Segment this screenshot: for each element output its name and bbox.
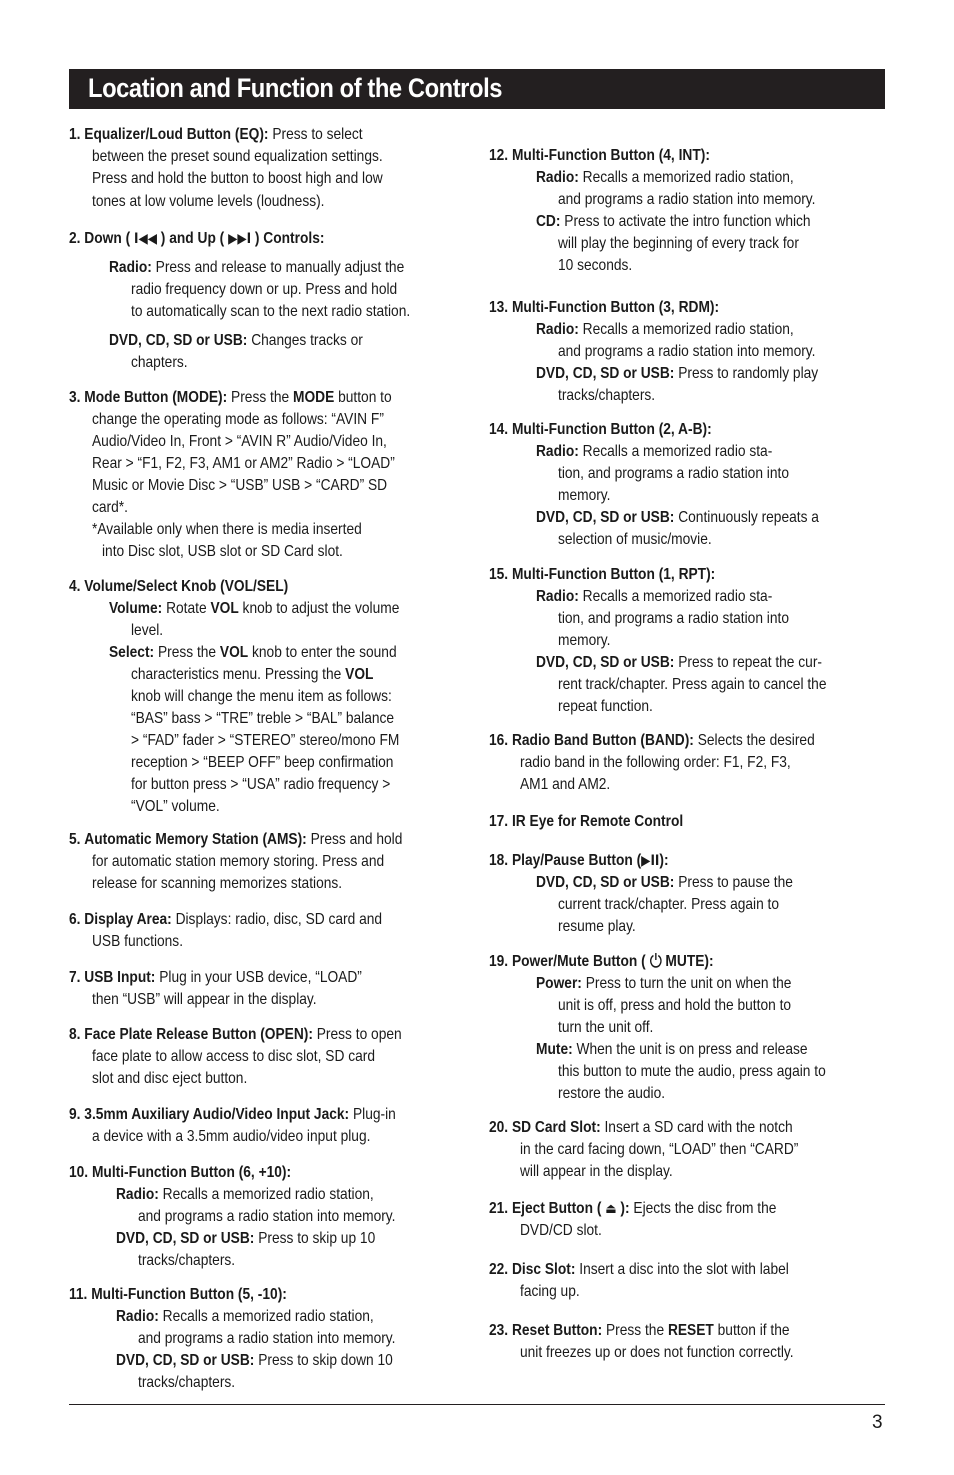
play-pause-icon: ▶II [641, 853, 660, 869]
control-item-1: 1. Equalizer/Loud Button (EQ): Press to select between the preset sound equalization settings. Press and hold the button to boost high and low tones at low volume levels (loudness). [69, 126, 383, 210]
control-item-11: 11. Multi-Function Button (5, -10): Radio: Recalls a memorized radio station, and programs a radio station into memory. DVD, CD, SD or USB: Press to skip down 10 tracks/chapters. [69, 1286, 396, 1391]
control-item-17: 17. IR Eye for Remote Control [489, 813, 684, 830]
control-item-23: 23. Reset Button: Press the RESET button if the unit freezes up or does not function correctly. [489, 1322, 794, 1361]
control-item-8: 8. Face Plate Release Button (OPEN): Press to open face plate to allow access to disc slot, SD card slot and disc eject button. [69, 1026, 402, 1087]
control-item-5: 5. Automatic Memory Station (AMS): Press and hold for automatic station memory storing. Press and release for scanning memorizes stations. [69, 831, 403, 892]
control-item-6: 6. Display Area: Displays: radio, disc, SD card and USB functions. [69, 911, 383, 950]
control-item-14: 14. Multi-Function Button (2, A-B): Radio: Recalls a memorized radio sta- tion, and programs a radio station into memory. DVD, CD, SD or USB: Continuously repeats a selection of music/movie. [489, 421, 819, 548]
control-item-20: 20. SD Card Slot: Insert a SD card with the notch in the card facing down, “LOAD” then “CARD” will appear in the display. [489, 1119, 799, 1180]
control-item-21: 21. Eject Button ( ⏏ ): Ejects the disc from the DVD/CD slot. [489, 1200, 777, 1239]
control-item-19: 19. Power/Mute Button ( MUTE): Power: Press to turn the unit on when the unit is off, press and hold the button to turn the unit off. Mute: When the unit is on press and release this button to mute the audio, press again to restore the audio. [489, 953, 826, 1102]
control-item-7: 7. USB Input: Plug in your USB device, “LOAD” then “USB” will appear in the display. [69, 969, 362, 1008]
control-item-2: 2. Down ( I◀◀ ) and Up ( ▶▶I ) Controls: Radio: Press and release to manually adjust the radio frequency down or up. Press and hold to automatically scan to the next radio station. DVD, CD, SD or USB: Changes tracks or chapters. [69, 230, 411, 371]
control-item-10: 10. Multi-Function Button (6, +10): Radio: Recalls a memorized radio station, and programs a radio station into memory. DVD, CD, SD or USB: Press to skip up 10 tracks/chapters. [69, 1164, 396, 1269]
control-item-16: 16. Radio Band Button (BAND): Selects the desired radio band in the following order: F1, F2, F3, AM1 and AM2. [489, 732, 815, 793]
page-title: Location and Function of the Controls [88, 73, 502, 103]
section-banner [69, 69, 885, 109]
eject-icon: ⏏ [605, 1201, 617, 1217]
control-item-22: 22. Disc Slot: Insert a disc into the slot with label facing up. [489, 1261, 789, 1300]
skip-back-icon: I◀◀ [133, 231, 157, 247]
control-item-9: 9. 3.5mm Auxiliary Audio/Video Input Jack: Plug-in a device with a 3.5mm audio/video input plug. [69, 1106, 396, 1145]
control-item-15: 15. Multi-Function Button (1, RPT): Radio: Recalls a memorized radio sta- tion, and programs a radio station into memory. DVD, CD, SD or USB: Press to repeat the cur- rent track/chapter. Press again to cancel the repeat function. [489, 566, 827, 715]
footer-rule [69, 1404, 885, 1405]
control-item-13: 13. Multi-Function Button (3, RDM): Radio: Recalls a memorized radio station, and programs a radio station into memory. DVD, CD, SD or USB: Press to randomly play tracks/chapters. [489, 299, 819, 404]
control-item-18: 18. Play/Pause Button (▶II): DVD, CD, SD or USB: Press to pause the current track/chapter. Press again to resume play. [489, 852, 793, 935]
skip-forward-icon: ▶▶I [228, 231, 252, 247]
control-item-3: 3. Mode Button (MODE): Press the MODE button to change the operating mode as follows: “AVIN F” Audio/Video In, Front > “AVIN R” Audio/Video In, Rear > “F1, F2, F3, AM1 or AM2” Radio > “LOAD” Music or Movie Disc > “USB” USB > “CARD” SD card*. *Available only when there is media inserted into Disc slot, USB slot or SD Card slot. [69, 389, 395, 560]
power-icon [650, 952, 662, 968]
page-number: 3 [872, 1412, 883, 1433]
control-item-12: 12. Multi-Function Button (4, INT): Radio: Recalls a memorized radio station, and programs a radio station into memory. CD: Press to activate the intro function which will play the beginning of every track for 10 seconds. [489, 147, 816, 274]
control-item-4: 4. Volume/Select Knob (VOL/SEL) Volume: Rotate VOL knob to adjust the volume level. Select: Press the VOL knob to enter the sound characteristics menu. Pressing the VOL knob will change the menu item as follows: “BAS” bass > “TRE” treble > “BAL” balance > “FAD” fader > “STEREO” stereo/mono FM reception > “BEEP OFF” beep confirmation for button press > “USA” radio frequency > “VOL” volume. [69, 578, 400, 815]
